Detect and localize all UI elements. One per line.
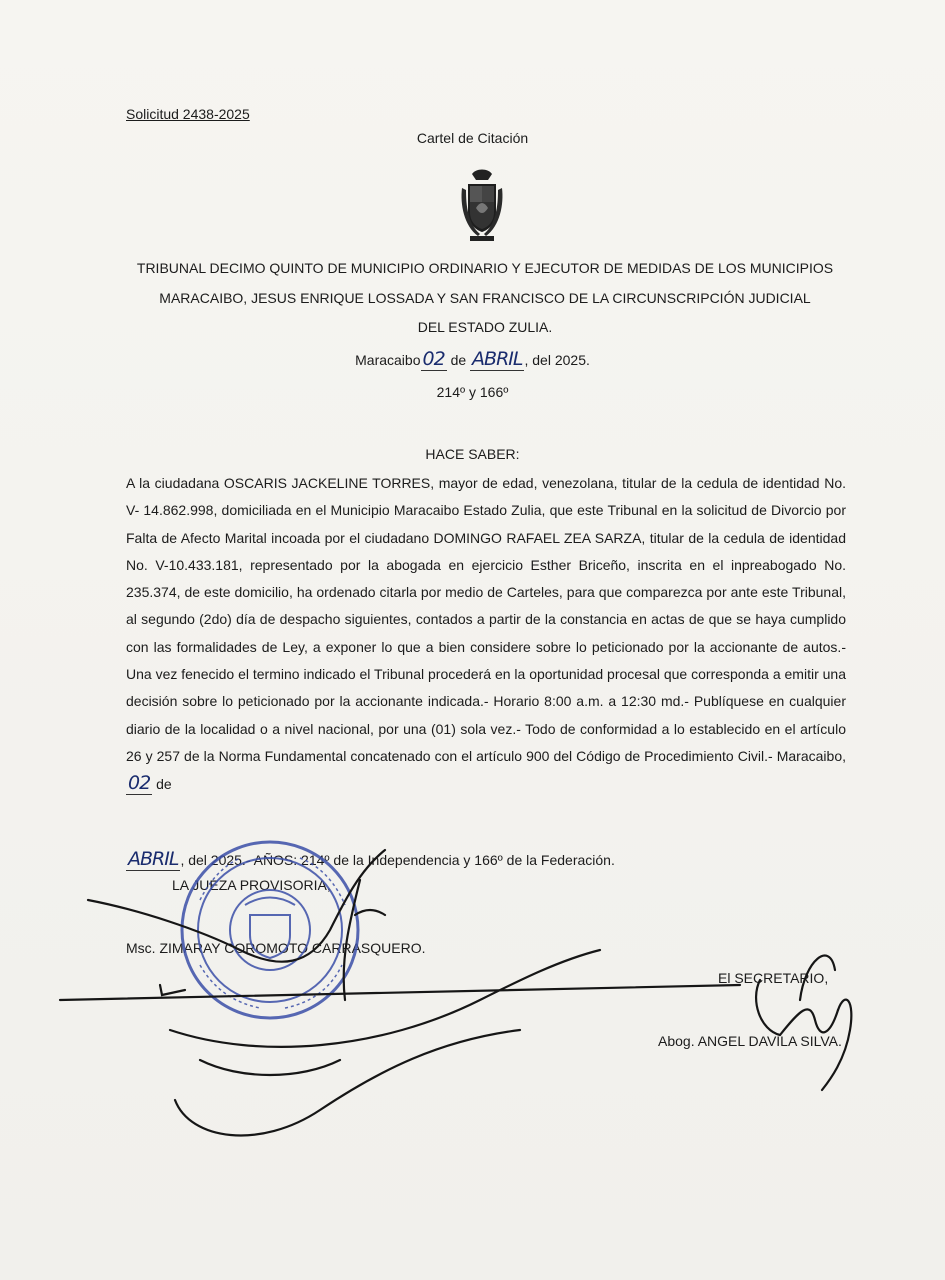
tribunal-line-2: MARACAIBO, JESUS ENRIQUE LOSSADA Y SAN FRANCISCO DE LA CIRCUNSCRIPCIÓN JUDICIAL bbox=[159, 289, 811, 306]
closing-month-handwritten: ABRIL bbox=[128, 848, 179, 870]
notice-body-text: A la ciudadana OSCARIS JACKELINE TORRES, mayor de edad, venezolana, titular de la cedula de identidad No. V- 14.862.998, domiciliada en el Municipio Maracaibo Estado Zulia, que este Tribunal en la solicitud de Divorcio por Falta de Afecto Marital incoada por el ciudadano DOMINGO RAFAEL ZEA SARZA, titular de la cedula de identidad No. V-10.433.181, representado por la abogada en ejercicio Esther Briceño, inscrita en el inpreabogado No. 235.374, de este domicilio, ha ordenado citarla por medio de Carteles, para que comparezca por ante este Tribunal, al segundo (2do) día de despacho siguientes, contados a partir de la constancia en actas de que se haya cumplido con las formalidades de Ley, a exponer lo que a bien considere sobre lo peticionado por la accionante de autos.- Una vez fenecido el termino indicado el Tribunal procederá en la oportunidad procesal que corresponda a emitir una decisión sobre lo peticionado por la accionante indicada.- Horario 8:00 a.m. a 12:30 md.- Publíquese en cualquier diario de la localidad o a nivel nacional, por una (01) sola vez.- Todo de conformidad a lo establecido en el artículo 26 y 257 de la Norma Fundamental concatenado con el artículo 900 del Código de Procedimiento Civil.- Maracaibo, bbox=[126, 475, 846, 764]
tribunal-line-3: DEL ESTADO ZULIA. bbox=[417, 319, 553, 335]
closing-line bbox=[126, 848, 846, 870]
notice-body bbox=[126, 470, 846, 799]
secretary-title: El SECRETARIO, bbox=[718, 970, 829, 986]
document-heading: Cartel de Citación bbox=[416, 130, 529, 146]
venezuela-coat-of-arms-icon bbox=[458, 168, 506, 244]
date-day-handwritten: 02 bbox=[422, 348, 445, 370]
years-line: 214º y 166º bbox=[436, 384, 509, 400]
tribunal-name bbox=[110, 254, 860, 343]
date-year: , del 2025. bbox=[524, 352, 590, 368]
request-reference: Solicitud 2438-2025 bbox=[126, 106, 250, 122]
date-city: Maracaibo bbox=[355, 352, 421, 368]
date-month-handwritten: ABRIL bbox=[472, 348, 523, 370]
date-connector: de bbox=[450, 352, 467, 368]
tribunal-line-1: TRIBUNAL DECIMO QUINTO DE MUNICIPIO ORDINARIO Y EJECUTOR DE MEDIDAS DE LOS MUNICIPIOS bbox=[136, 260, 834, 276]
judge-title: LA JUEZA PROVISORIA, bbox=[172, 877, 331, 893]
closing-text: , del 2025.- AÑOS: 214º de la Independencia y 166º de la Federación. bbox=[180, 852, 615, 868]
date-line bbox=[0, 348, 945, 370]
closing-day-handwritten: 02 bbox=[128, 772, 151, 795]
secretary-name: Abog. ANGEL DAVILA SILVA. bbox=[658, 1033, 842, 1049]
judge-name: Msc. ZIMARAY COROMOTO CARRASQUERO. bbox=[126, 940, 426, 956]
closing-de: de bbox=[156, 776, 172, 793]
judge-signature bbox=[60, 850, 740, 1135]
notice-title: HACE SABER: bbox=[425, 446, 520, 462]
